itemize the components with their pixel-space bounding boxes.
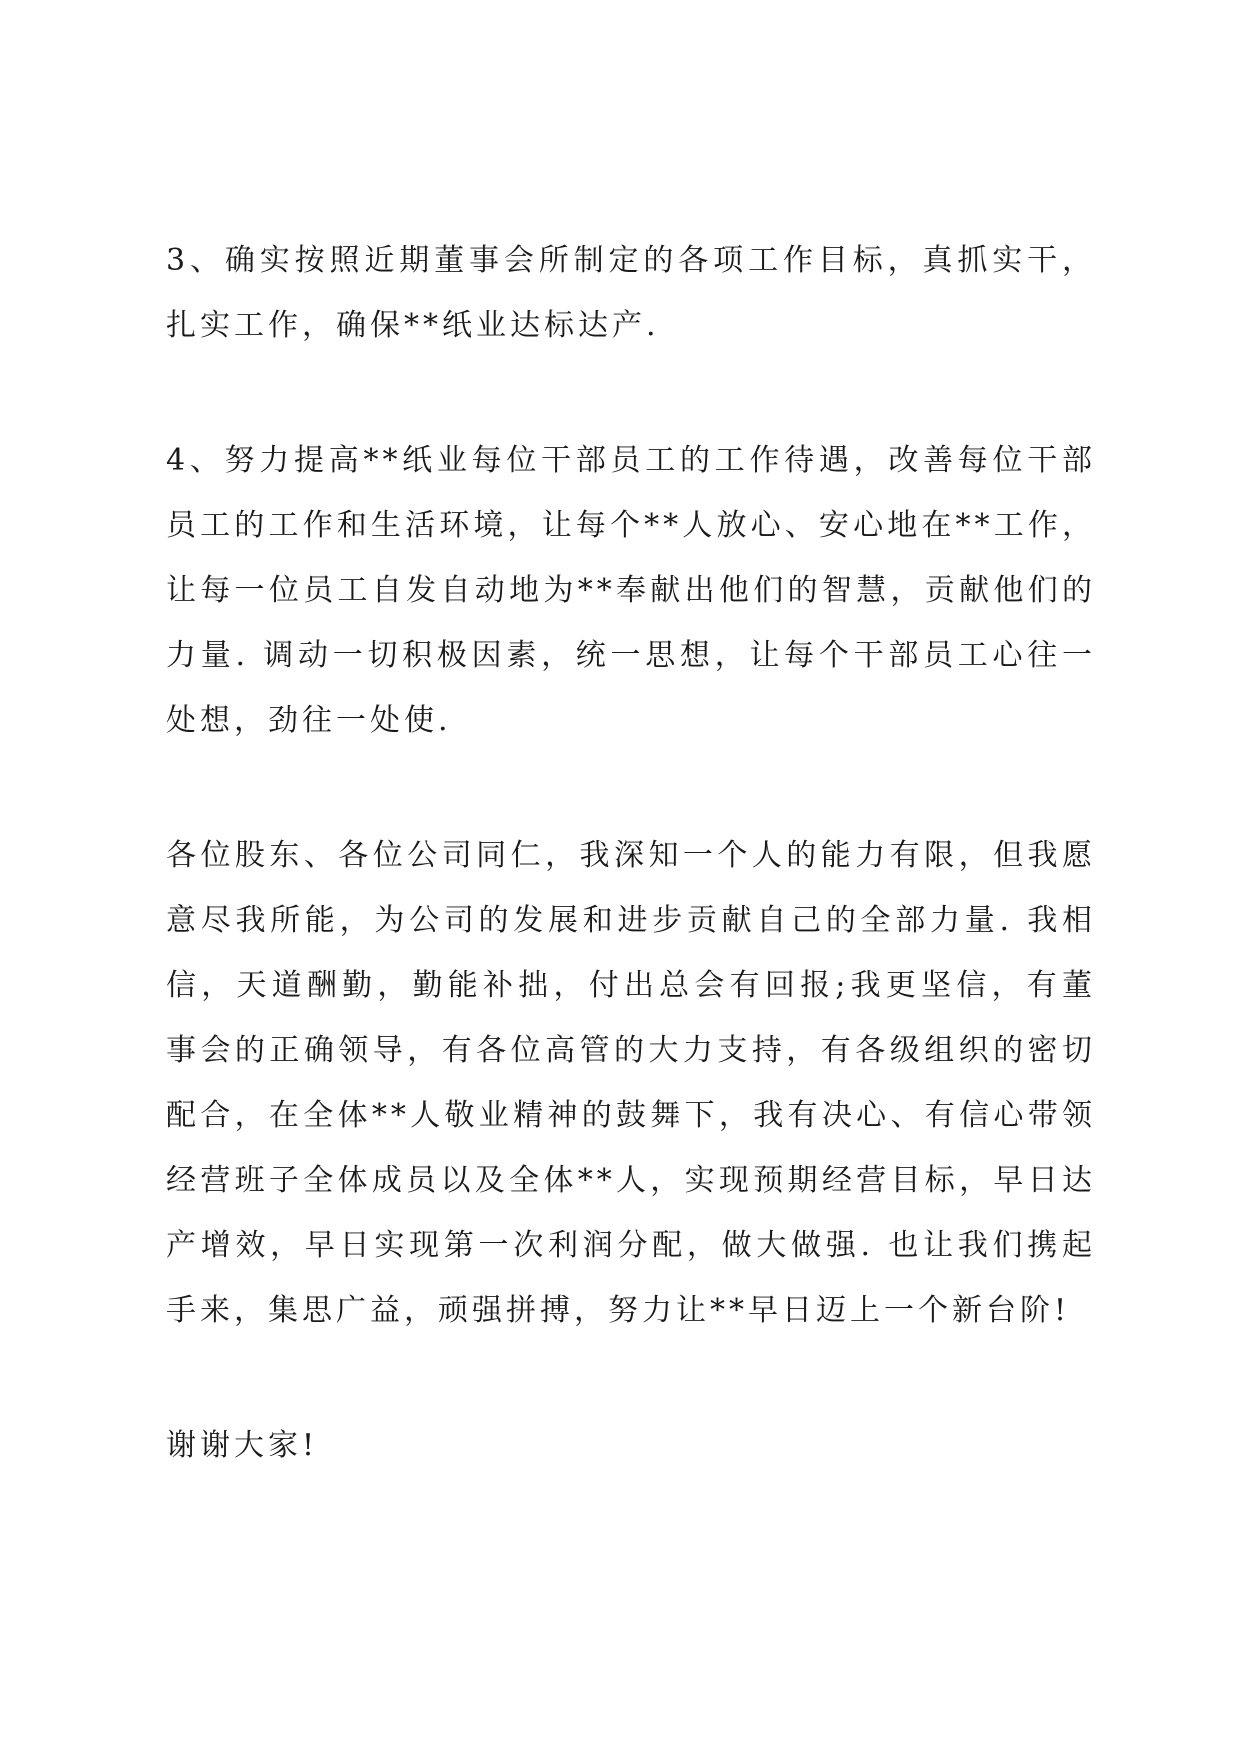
document-body (166, 228, 1096, 1478)
paragraph-item-4: 4、努力提高**纸业每位干部员工的工作待遇，改善每位干部员工的工作和生活环境，让每个**人放心、安心地在**工作，让每一位员工自发自动地为**奉献出他们的智慧，贡献他们的力量. 调动一切积极因素，统一思想，让每个干部员工心往一处想，劲往一处使. (166, 443, 1096, 738)
paragraph-closing-remarks: 各位股东、各位公司同仁，我深知一个人的能力有限，但我愿意尽我所能，为公司的发展和进步贡献自己的全部力量. 我相信，天道酬勤，勤能补拙，付出总会有回报;我更坚信，有董事会的正确领导，有各位高管的大力支持，有各级组织的密切配合，在全体**人敬业精神的鼓舞下，我有决心、有信心带领经营班子全体成员以及全体**人，实现预期经营目标，早日达产增效，早日实现第一次利润分配，做大做强. 也让我们携起手来，集思广益，顽强拼搏，努力让**早日迈上一个新台阶! (166, 838, 1096, 1328)
paragraph-thanks: 谢谢大家! (166, 1428, 319, 1463)
paragraph-item-3: 3、确实按照近期董事会所制定的各项工作目标，真抓实干，扎实工作，确保**纸业达标达产. (166, 243, 1096, 343)
